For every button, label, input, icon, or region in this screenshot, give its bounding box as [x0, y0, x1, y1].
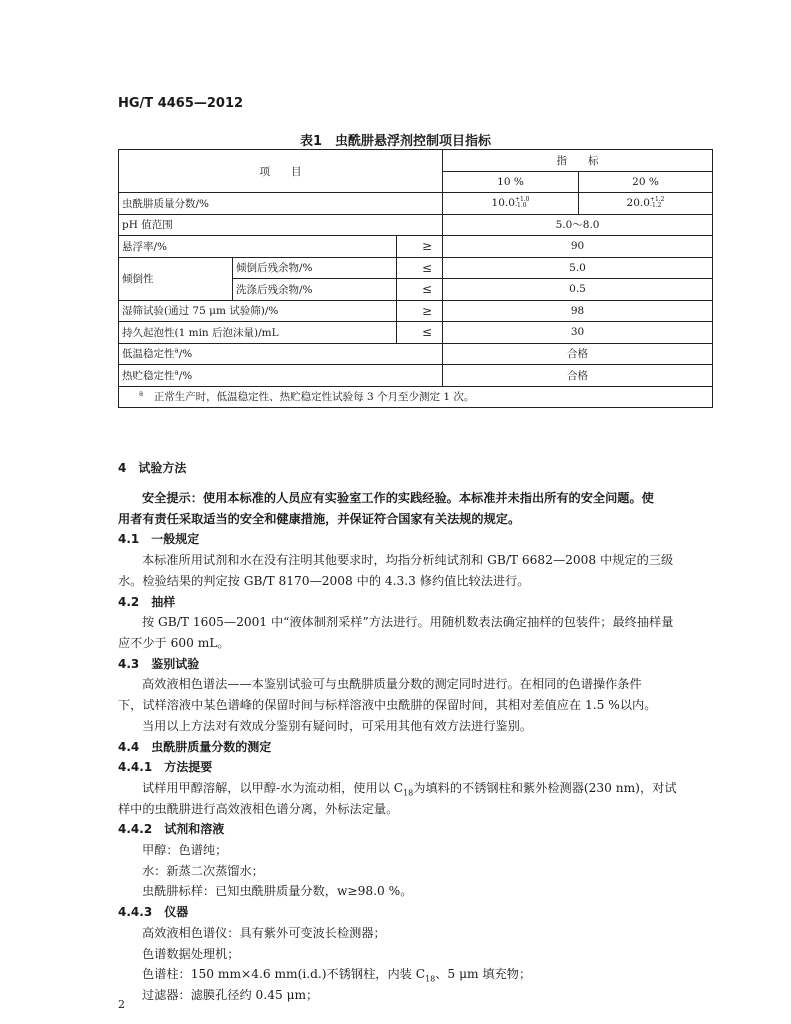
row-value: 合格 [443, 365, 713, 387]
row-value: 90 [443, 236, 713, 258]
row-value: 5.0～8.0 [443, 214, 713, 236]
col-item-header: 项 目 [119, 150, 443, 193]
section-4-3-heading: 4.3 鉴别试验 [118, 657, 200, 671]
sub-row-label: 洗涤后残余物/% [233, 279, 397, 301]
sub-row-label: 倾倒后残余物/% [233, 257, 397, 279]
row-label: 低温稳定性$^a$/% [119, 343, 443, 365]
value-20: 20.0+1.2 -1.2 [579, 193, 713, 215]
row-label: 热贮稳定性$^a$/% [119, 365, 443, 387]
safety-line-2: 用者有责任采取适当的安全和健康措施，并保证符合国家有关法规的规定。 [118, 512, 521, 526]
section-4-4-3-heading: 4.4.3 仪器 [118, 905, 189, 919]
safety-line-1: 安全提示：使用本标准的人员应有实验室工作的实践经验。本标准并未指出所有的安全问题。使 [142, 491, 654, 505]
paragraph-line: 色谱柱：150 mm×4.6 mm(i.d.)不锈钢柱，内装 $C_{18}$、5 μm 填充物； [142, 967, 532, 984]
paragraph-line: 下，试样溶液中某色谱峰的保留时间与标样溶液中虫酰肼的保留时间，其相对差值应在 1.5 %以内。 [118, 698, 657, 712]
table-row [119, 322, 713, 344]
paragraph-line: 色谱数据处理机； [142, 947, 240, 961]
col-10-header: 10 % [443, 171, 579, 193]
row-label: 持久起泡性(1 min 后泡沫量)/mL [119, 322, 397, 344]
table-row [119, 193, 713, 215]
paragraph-line: 当用以上方法对有效成分鉴别有疑问时，可采用其他有效方法进行鉴别。 [142, 719, 532, 733]
section-4-4-2-heading: 4.4.2 试剂和溶液 [118, 822, 225, 836]
spec-table [118, 149, 713, 408]
standard-number: HG/T 4465—2012 [118, 96, 244, 111]
paragraph-line: 水：新蒸二次蒸馏水； [142, 864, 264, 878]
section-4-heading: 4 试验方法 [118, 461, 187, 475]
table-footnote: $^a$ 正常生产时，低温稳定性、热贮稳定性试验每 3 个月至少测定 1 次。 [119, 386, 713, 408]
paragraph-line: 试样用甲醇溶解，以甲醇-水为流动相，使用以 $C_{18}$为填料的不锈钢柱和紫外检测器(230 nm)，对试 [142, 781, 677, 798]
col-20-header: 20 % [579, 171, 713, 193]
value-10: 10.0+1.0 -1.0 [443, 193, 579, 215]
paragraph-line: 高效液相色谱仪：具有紫外可变波长检测器； [142, 926, 386, 940]
page-number: 2 [118, 998, 125, 1011]
paragraph-line: 本标准所用试剂和水在没有注明其他要求时，均指分析纯试剂和 GB/T 6682—2008 中规定的三级 [142, 553, 674, 567]
row-label: 湿筛试验(通过 75 μm 试验筛)/% [119, 300, 397, 322]
section-4-4-1-heading: 4.4.1 方法提要 [118, 760, 213, 774]
comparator: ≤ [397, 279, 443, 301]
paragraph-line: 高效液相色谱法——本鉴别试验可与虫酰肼质量分数的测定同时进行。在相同的色谱操作条件 [142, 677, 642, 691]
row-label: 虫酰肼质量分数/% [119, 193, 443, 215]
section-4-2-heading: 4.2 抽样 [118, 595, 176, 609]
comparator: ≥ [397, 236, 443, 258]
row-value: 30 [443, 322, 713, 344]
comparator: ≤ [397, 257, 443, 279]
table-row [119, 343, 713, 365]
section-4-1-heading: 4.1 一般规定 [118, 532, 200, 546]
table-footnote-row [119, 386, 713, 408]
table-row [119, 214, 713, 236]
row-value: 合格 [443, 343, 713, 365]
row-value: 98 [443, 300, 713, 322]
paragraph-line: 按 GB/T 1605—2001 中“液体制剂采样”方法进行。用随机数表法确定抽样的包装件；最终抽样量 [142, 615, 674, 629]
paragraph-line: 应不少于 600 mL。 [118, 636, 230, 650]
row-label: pH 值范围 [119, 214, 443, 236]
table-row [119, 257, 713, 279]
table-row [119, 365, 713, 387]
comparator: ≤ [397, 322, 443, 344]
row-value: 0.5 [443, 279, 713, 301]
col-index-header: 指 标 [443, 150, 713, 172]
comparator: ≥ [397, 300, 443, 322]
table-row [119, 236, 713, 258]
paragraph-line: 过滤器：滤膜孔径约 0.45 μm； [142, 988, 319, 1002]
paragraph-line: 虫酰肼标样：已知虫酰肼质量分数，w≥98.0 %。 [142, 884, 413, 898]
paragraph-line: 样中的虫酰肼进行高效液相色谱分离，外标法定量。 [118, 802, 399, 816]
table-caption: 表1 虫酰肼悬浮剂控制项目指标 [299, 134, 492, 149]
row-label: 悬浮率/% [119, 236, 397, 258]
row-value: 5.0 [443, 257, 713, 279]
section-4-4-heading: 4.4 虫酰肼质量分数的测定 [118, 740, 272, 754]
table-row [119, 300, 713, 322]
row-label: 倾倒性 [119, 257, 233, 300]
paragraph-line: 甲醇：色谱纯； [142, 843, 228, 857]
paragraph-line: 水。检验结果的判定按 GB/T 8170—2008 中的 4.3.3 修约值比较法进行。 [118, 574, 530, 588]
